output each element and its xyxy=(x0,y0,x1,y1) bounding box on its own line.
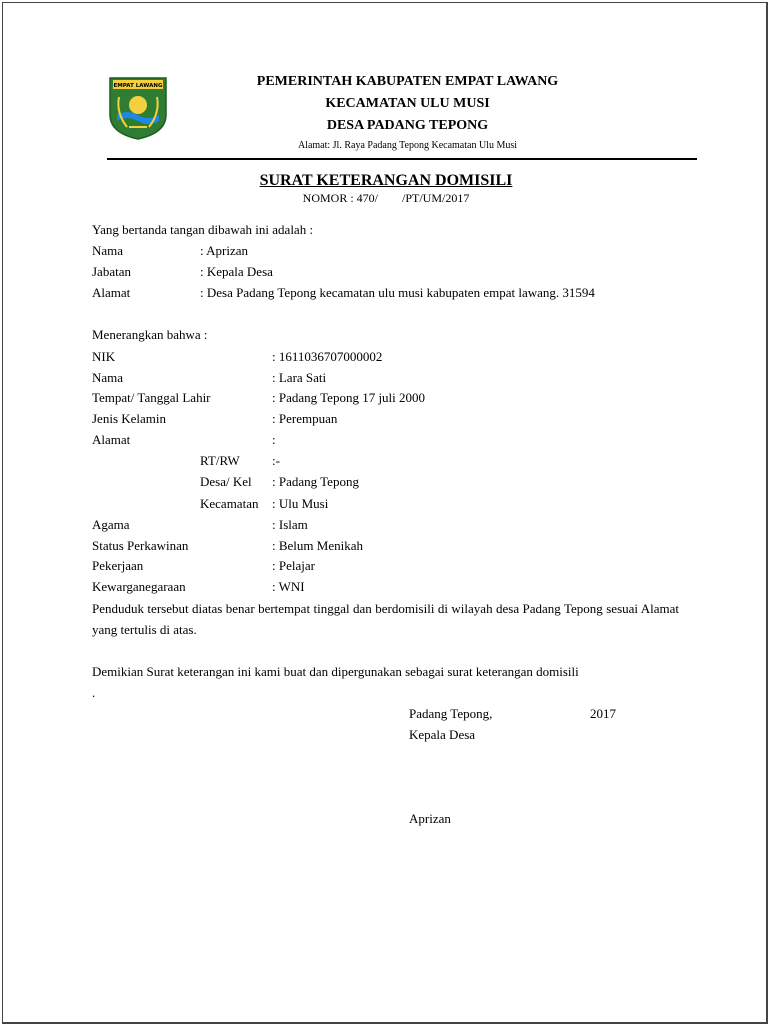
page-border xyxy=(2,2,768,1024)
resident-address-label: Alamat xyxy=(92,432,131,447)
signature-year: 2017 xyxy=(590,706,616,721)
resident-address-value: : xyxy=(272,432,276,447)
signer-position-label: Jabatan xyxy=(92,264,131,279)
closing-dot: . xyxy=(92,685,96,700)
gender-label: Jenis Kelamin xyxy=(92,411,167,426)
document-title: SURAT KETERANGAN DOMISILI xyxy=(259,172,513,189)
document-number xyxy=(0,191,772,206)
rtrw-value: :- xyxy=(272,453,280,468)
header-divider xyxy=(107,158,697,160)
religion-value: : Islam xyxy=(272,517,308,532)
regency-logo xyxy=(107,75,169,141)
statement-paragraph: Penduduk tersebut diatas benar bertempat tinggal dan berdomisili di wilayah desa Padang Tepong sesuai Alamat yang tertulis di atas. xyxy=(92,601,679,637)
rtrw-label: RT/RW xyxy=(200,453,240,468)
signer-position-value: : Kepala Desa xyxy=(200,264,273,279)
citizenship-label: Kewarganegaraan xyxy=(92,579,186,594)
marital-label: Status Perkawinan xyxy=(92,538,189,553)
nik-value: : 1611036707000002 xyxy=(272,349,383,364)
closing-text: Demikian Surat keterangan ini kami buat dan dipergunakan sebagai surat keterangan domisili xyxy=(92,664,579,679)
explains-text: Menerangkan bahwa : xyxy=(92,327,208,342)
subdistrict-label: Kecamatan xyxy=(200,496,259,511)
signer-address-value: : Desa Padang Tepong kecamatan ulu musi kabupaten empat lawang. 31594 xyxy=(200,285,595,300)
number-label: NOMOR : 470/ xyxy=(302,191,378,205)
header-district: KECAMATAN ULU MUSI xyxy=(325,96,490,111)
intro-text: Yang bertanda tangan dibawah ini adalah : xyxy=(92,222,314,237)
signer-address-label: Alamat xyxy=(92,285,131,300)
signature-place: Padang Tepong, xyxy=(409,706,493,721)
header-village: DESA PADANG TEPONG xyxy=(326,118,489,133)
citizenship-value: : WNI xyxy=(272,579,305,594)
gender-value: : Perempuan xyxy=(272,411,338,426)
occupation-label: Pekerjaan xyxy=(92,558,144,573)
signature-name: Aprizan xyxy=(409,811,451,826)
nik-label: NIK xyxy=(92,349,116,364)
number-suffix: /PT/UM/2017 xyxy=(402,191,470,205)
marital-value: : Belum Menikah xyxy=(272,538,363,553)
birth-label: Tempat/ Tanggal Lahir xyxy=(92,390,211,405)
signer-name-label: Nama xyxy=(92,243,124,258)
village-value: : Padang Tepong xyxy=(272,474,359,489)
birth-value: : Padang Tepong 17 juli 2000 xyxy=(272,390,426,405)
occupation-value: : Pelajar xyxy=(272,558,315,573)
subdistrict-value: : Ulu Musi xyxy=(272,496,329,511)
header-government: PEMERINTAH KABUPATEN EMPAT LAWANG xyxy=(256,74,559,89)
svg-text:EMPAT LAWANG: EMPAT LAWANG xyxy=(113,83,163,89)
signer-name-value: : Aprizan xyxy=(200,243,249,258)
signature-position: Kepala Desa xyxy=(409,727,476,742)
religion-label: Agama xyxy=(92,517,130,532)
resident-name-label: Nama xyxy=(92,370,124,385)
header-address: Alamat: Jl. Raya Padang Tepong Kecamatan Ulu Musi xyxy=(297,140,518,151)
resident-name-value: : Lara Sati xyxy=(272,370,327,385)
village-label: Desa/ Kel xyxy=(200,474,252,489)
